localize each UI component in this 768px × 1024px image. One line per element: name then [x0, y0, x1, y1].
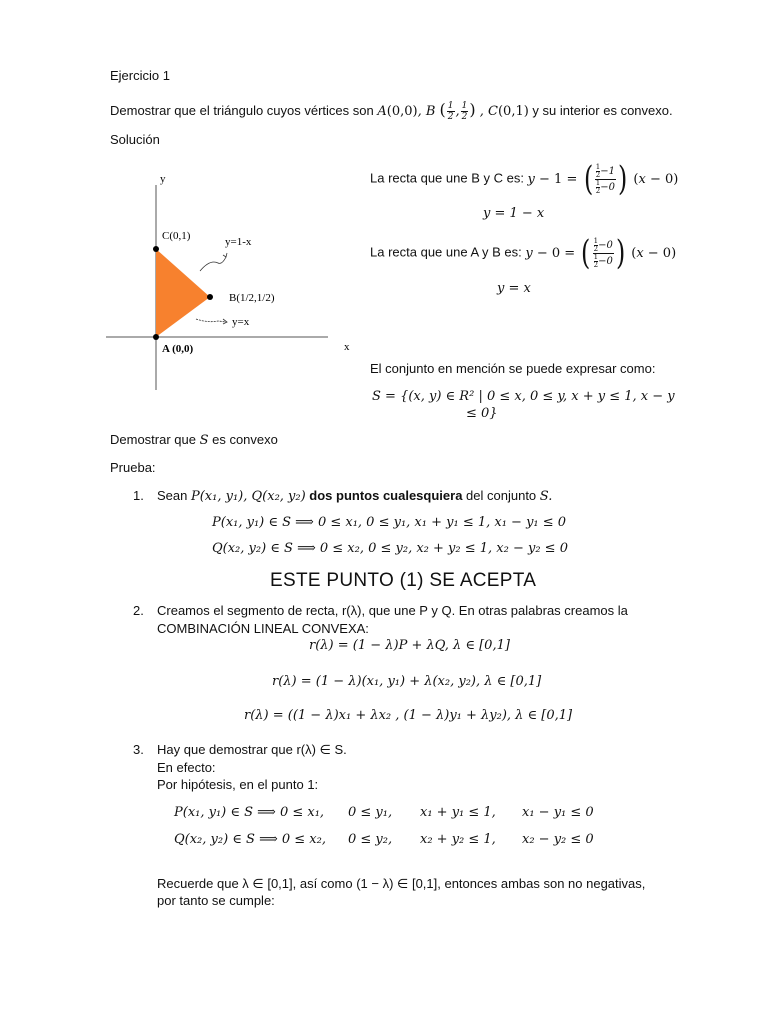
- vertex-list: A(0,0), B ( $\frac{1}{2}$ , $\frac{1}{2}$ ) , C(0,1): [377, 100, 529, 122]
- set-definition-line1: S = {(x, y) ∈ R² | 0 ≤ x, 0 ≤ y, x + y ≤ 1, x − y: [372, 389, 675, 404]
- set-definition-line2: ≤ 0}: [466, 406, 498, 421]
- demostrar-line: Demostrar que S es convexo: [110, 432, 278, 448]
- item-2-line2: COMBINACIÓN LINEAL CONVEXA:: [157, 621, 369, 636]
- hyp-p-part4: x₁ − y₁ ≤ 0: [522, 805, 594, 820]
- item-3-line3: Por hipótesis, en el punto 1:: [157, 777, 319, 792]
- hyp-p-part2: 0 ≤ y₁,: [348, 805, 393, 820]
- line-bc-result: y = 1 − x: [483, 206, 545, 221]
- equation-r-lambda-1: r(λ) = (1 − λ)(x₁, y₁) + λ(x₂, y₂), λ ∈ [0,1]: [272, 674, 542, 689]
- line-ab-equation: La recta que une A y B es: y − 0 = ( $\frac{\frac{1}{2}-0}{\frac{1}{2}-0}$ ) (x − 0): [370, 233, 677, 273]
- arrow-ab: [196, 319, 226, 322]
- equation-q-in-s: Q(x₂, y₂) ∈ S ⟹ 0 ≤ x₂, 0 ≤ y₂, x₂ + y₂ ≤ 1, x₂ − y₂ ≤ 0: [212, 541, 568, 556]
- item-1-text: Sean P(x₁, y₁), Q(x₂, y₂) dos puntos cualesquiera del conjunto S.: [157, 488, 553, 504]
- item-2-line1: Creamos el segmento de recta, r(λ), que une P y Q. En otras palabras creamos la: [157, 603, 628, 618]
- equation-p-in-s: P(x₁, y₁) ∈ S ⟹ 0 ≤ x₁, 0 ≤ y₁, x₁ + y₁ ≤ 1, x₁ − y₁ ≤ 0: [212, 515, 567, 530]
- line-bc-equation: La recta que une B y C es: y − 1 = ( $\frac{\frac{1}{2}-1}{\frac{1}{2}-0}$ ) (x − 0): [370, 159, 679, 199]
- arrow-bc-head: [223, 253, 227, 257]
- hyp-q-part4: x₂ − y₂ ≤ 0: [522, 832, 594, 847]
- y-axis-label: y: [160, 173, 166, 185]
- item-3-number: 3.: [133, 742, 144, 757]
- arrow-bc: [200, 257, 226, 271]
- hyp-q-part2: 0 ≤ y₂,: [348, 832, 393, 847]
- item-1-number: 1.: [133, 488, 144, 503]
- item-3-line1: Hay que demostrar que r(λ) ∈ S.: [157, 742, 347, 757]
- equation-r-lambda-2: r(λ) = ((1 − λ)x₁ + λx₂ , (1 − λ)y₁ + λy₂), λ ∈ [0,1]: [244, 708, 573, 723]
- x-axis-label: x: [344, 341, 350, 353]
- recuerde-line1: Recuerde que λ ∈ [0,1], así como (1 − λ) ∈ [0,1], entonces ambas son no negativas,: [157, 876, 646, 891]
- line-ab-result: y = x: [497, 281, 531, 296]
- hyp-p-part1: P(x₁, y₁) ∈ S ⟹ 0 ≤ x₁,: [174, 805, 325, 820]
- equation-convex-combination: r(λ) = (1 − λ)P + λQ, λ ∈ [0,1]: [309, 638, 510, 653]
- hyp-q-part1: Q(x₂, y₂) ∈ S ⟹ 0 ≤ x₂,: [174, 832, 326, 847]
- accept-headline: ESTE PUNTO (1) SE ACEPTA: [270, 570, 537, 591]
- item-2-number: 2.: [133, 603, 144, 618]
- label-line-bc: y=1-x: [225, 236, 252, 248]
- label-c: C(0,1): [162, 230, 191, 242]
- set-description: El conjunto en mención se puede expresar como:: [370, 361, 656, 376]
- triangle-figure: [100, 165, 360, 395]
- vertex-c-dot: [153, 246, 159, 252]
- problem-statement: Demostrar que el triángulo cuyos vértices son A(0,0), B ( $\frac{1}{2}$ , $\frac{1}{2}$ ) , C(0,1) y su interior es convexo.: [110, 100, 673, 122]
- vertex-b-dot: [207, 294, 213, 300]
- label-a: A (0,0): [162, 343, 194, 355]
- recuerde-line2: por tanto se cumple:: [157, 893, 275, 908]
- triangle-region: [156, 249, 210, 337]
- label-line-ab: y=x: [232, 316, 250, 328]
- item-3-line2: En efecto:: [157, 760, 216, 775]
- exercise-title: Ejercicio 1: [110, 68, 170, 83]
- solution-heading: Solución: [110, 132, 160, 147]
- hyp-q-part3: x₂ + y₂ ≤ 1,: [420, 832, 496, 847]
- hyp-p-part3: x₁ + y₁ ≤ 1,: [420, 805, 496, 820]
- label-b: B(1/2,1/2): [229, 292, 275, 304]
- vertex-a-dot: [153, 334, 159, 340]
- prueba-heading: Prueba:: [110, 460, 156, 475]
